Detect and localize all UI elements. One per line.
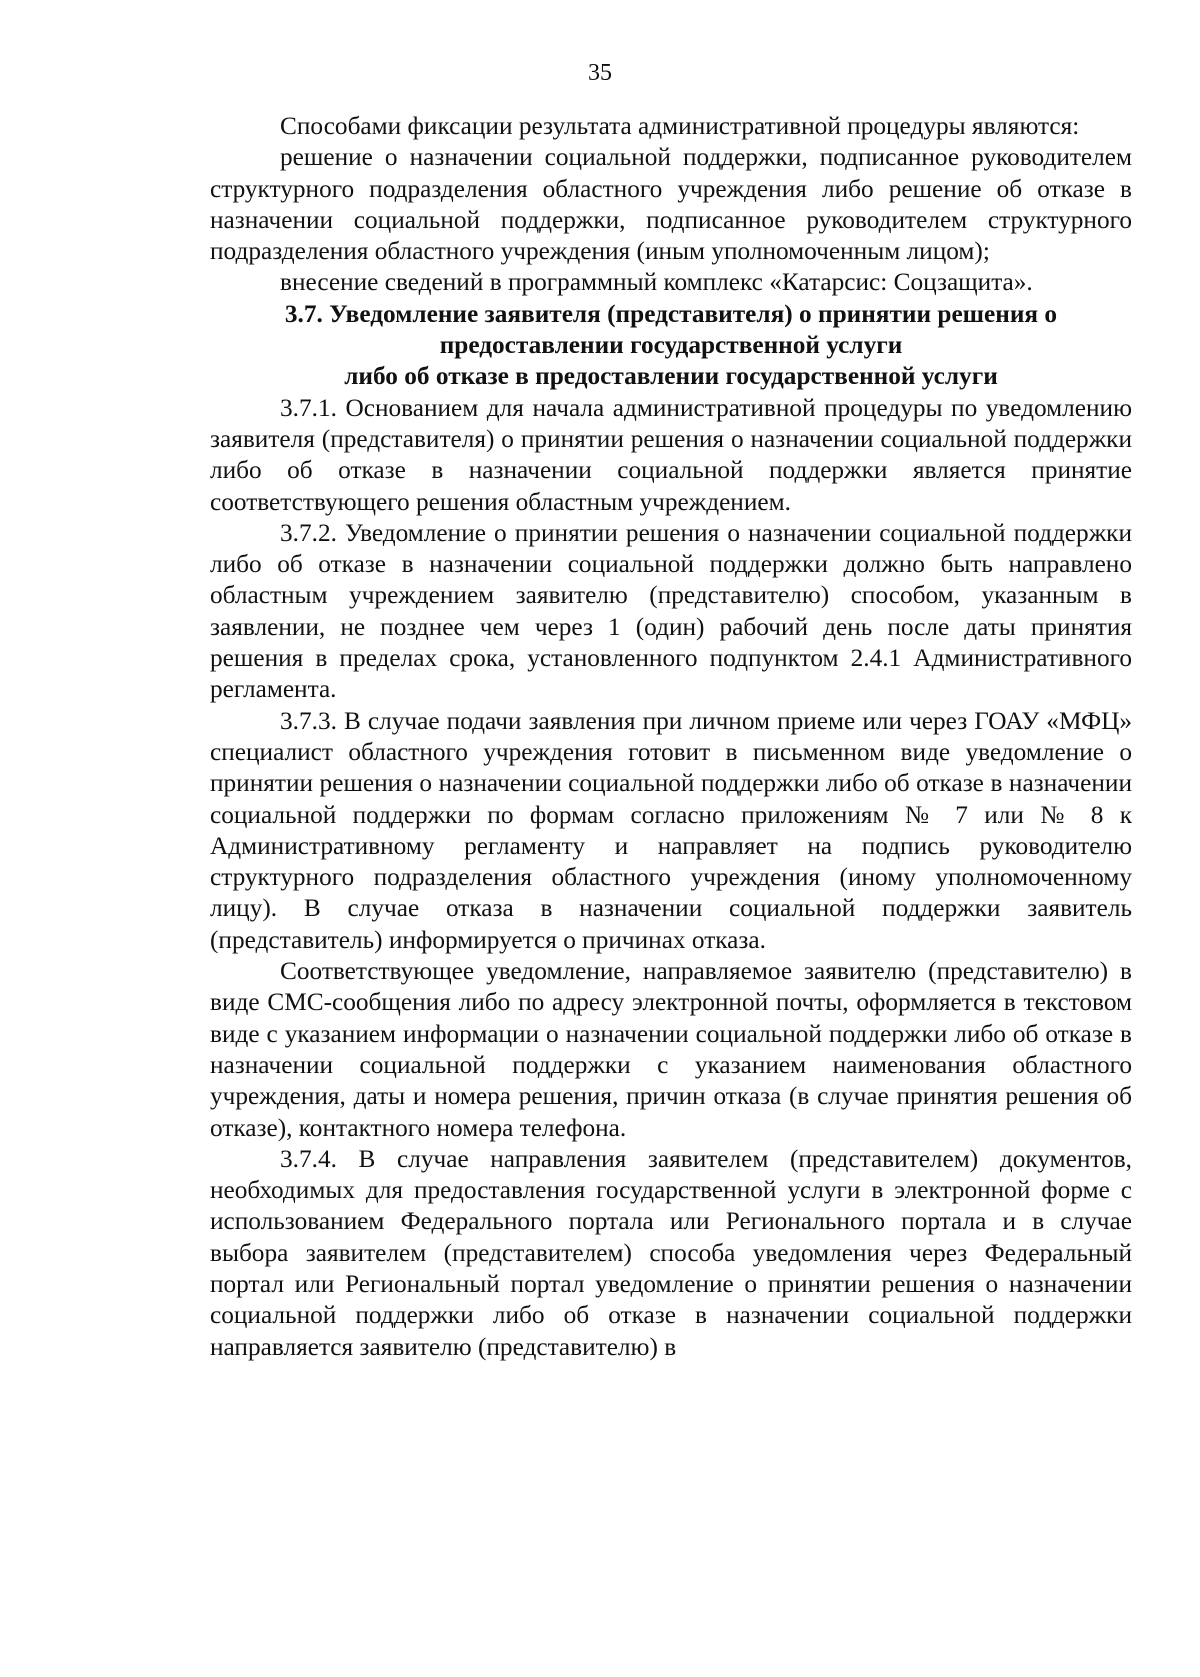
paragraph-3-7-4: 3.7.4. В случае направления заявителем (представителем) документов, необходимых для предоставления государственной услуги в электронной форме с использованием Федерального портала или Регионального портала и в случае выбора заявителем (представителем) способа уведомления через Федеральный портал или Региональный портал уведомление о принятии решения о назначении социальной поддержки либо об отказе в назначении социальной поддержки направляется заявителю (представителю) в bbox=[210, 1144, 1132, 1361]
paragraph-fixation-methods: Способами фиксации результата административной процедуры являются: bbox=[280, 112, 1080, 140]
paragraph-3-7-3: 3.7.3. В случае подачи заявления при личном приеме или через ГОАУ «МФЦ» специалист областного учреждения готовит в письменном виде уведомление о принятии решения о назначении социальной поддержки либо об отказе в назначении социальной поддержки по формам согласно приложениям № 7 или № 8 к Административному регламенту и направляет на подпись руководителю структурного подразделения областного учреждения (иному уполномоченному лицу). В случае отказа в назначении социальной поддержки заявитель (представитель) информируется о причинах отказа. bbox=[210, 706, 1132, 954]
paragraph-notification: Соответствующее уведомление, направляемое заявителю (представителю) в виде СМС-сообщения либо по адресу электронной почты, оформляется в текстовом виде с указанием информации о назначении социальной поддержки либо об отказе в назначении социальной поддержки с указанием наименования областного учреждения, даты и номера решения, причин отказа (в случае принятия решения об отказе), контактного номера телефона. bbox=[210, 957, 1132, 1142]
paragraph-3-7-1: 3.7.1. Основанием для начала административной процедуры по уведомлению заявителя (представителя) о принятии решения о назначении социальной поддержки либо об отказе в назначении социальной поддержки является принятие соответствующего решения областным учреждением. bbox=[210, 393, 1132, 516]
paragraph-3-7-2: 3.7.2. Уведомление о принятии решения о назначении социальной поддержки либо об отказе в назначении социальной поддержки должно быть направлено областным учреждением заявителю (представителю) способом, указанным в заявлении, не позднее чем через 1 (один) рабочий день после даты принятия решения в пределах срока, установленного подпунктом 2.4.1 Административного регламента. bbox=[210, 518, 1132, 704]
page-number: 35 bbox=[588, 60, 612, 86]
paragraph-katarsis: внесение сведений в программный комплекс «Катарсис: Соцзащита». bbox=[280, 268, 1033, 297]
document-body bbox=[210, 111, 1132, 1363]
section-heading-line-3: либо об отказе в предоставлении государственной услуги bbox=[344, 362, 998, 391]
section-heading-line-2: предоставлении государственной услуги bbox=[439, 331, 903, 360]
section-heading-line-1: 3.7. Уведомление заявителя (представителя) о принятии решения о bbox=[284, 299, 1058, 328]
paragraph-decision: решение о назначении социальной поддержки, подписанное руководителем структурного подразделения областного учреждения либо решение об отказе в назначении социальной поддержки, подписанное руководителем структурного подразделения областного учреждения (иным уполномоченным лицом); bbox=[210, 143, 1132, 266]
